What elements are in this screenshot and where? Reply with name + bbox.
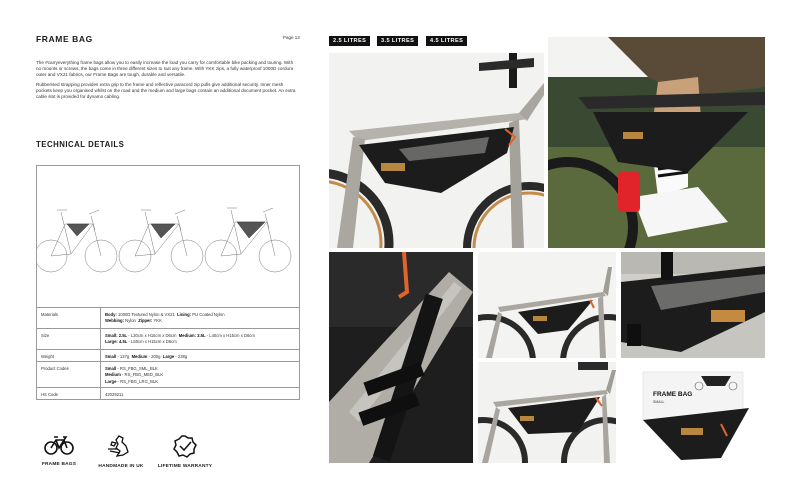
capacity-badge-medium: 3.5 LITRES: [377, 36, 418, 46]
bike-outline-small: [37, 210, 117, 272]
spec-key: Large: 4.5L: [105, 339, 128, 345]
intro-paragraph-2: Rubberised strapping provides extra grip to the frame and reflective paracord zip pulls give additional security. Inner mesh pockets keep you organised whilst on the road and the medium and large bags contain an additional document pocket. An extra cable slot is provided for dynamo cabling.: [36, 82, 296, 100]
spec-key: Small: [105, 366, 117, 371]
spec-key: Large: [105, 378, 117, 384]
spec-key: Medium: [131, 354, 148, 359]
table-row: [37, 308, 299, 328]
spec-value: - L30cm x H15cm x D6cm: [128, 333, 177, 338]
technical-details-heading: TECHNICAL DETAILS: [36, 140, 125, 149]
spec-value: - 200g: [148, 354, 161, 359]
page-number: Page 13: [283, 35, 300, 40]
spec-value: - RS_FBG_SML_BLK: [117, 366, 158, 371]
feature-label: LIFETIME WARRANTY: [157, 464, 213, 469]
row-value: [101, 329, 299, 349]
spec-value: 1000D Textured Nylon & VX21: [118, 312, 175, 317]
spec-value: - L50cm x H15cm x D6cm: [128, 339, 177, 345]
size-diagram: [36, 165, 300, 307]
spec-key: Body:: [105, 312, 117, 317]
spec-value: - 238g: [175, 354, 188, 359]
capacity-badge-large: 4.5 LITRES: [426, 36, 467, 46]
spec-key: Large: [162, 354, 175, 359]
spec-key: Webbing:: [105, 318, 124, 324]
spec-value: YKK: [153, 318, 162, 324]
spec-value: - RS_FBG_MED_BLK: [122, 372, 164, 378]
bicycle-icon: [44, 434, 74, 456]
spec-table: [36, 307, 300, 400]
row-label: Materials: [37, 308, 101, 328]
feature-handmade: [86, 434, 156, 469]
row-label: Size: [37, 329, 101, 349]
spec-key: Small: [105, 354, 117, 359]
photo-bike-side-medium: [478, 362, 616, 463]
row-label: HS Code: [37, 388, 101, 399]
photo-strap-closeup: [329, 252, 473, 463]
table-row: [37, 387, 299, 399]
photo-packaging: [621, 362, 765, 463]
spec-value: Nylon: [125, 318, 136, 324]
row-value: [101, 362, 299, 387]
check-badge-icon: [172, 434, 198, 458]
packaging-title: FRAME BAG: [653, 391, 693, 398]
photo-bike-frame-bag: [329, 53, 544, 248]
spec-key: Medium: [105, 372, 121, 378]
bike-outline-large: [205, 208, 291, 272]
spec-value: PU Coated Nylon: [192, 312, 225, 317]
row-value: [101, 350, 299, 361]
bike-size-diagram-image: [37, 166, 301, 308]
spec-value: - 137g: [117, 354, 130, 359]
packaging-size: SMALL: [653, 400, 665, 404]
spec-key: Small: 2.5L: [105, 333, 128, 338]
row-label: Product Codes: [37, 362, 101, 387]
spec-value: - L40cm x H15cm x D6cm: [206, 333, 255, 338]
feature-label: FRAME BAGS: [41, 462, 77, 467]
page-title: FRAME BAG: [36, 34, 93, 44]
bike-outline-medium: [119, 210, 203, 272]
row-value: 42029211: [105, 392, 124, 397]
feature-warranty: [150, 434, 220, 469]
spec-key: Zipper:: [138, 318, 153, 324]
table-row: [37, 349, 299, 361]
photo-bag-on-bike-top: [478, 252, 616, 358]
table-row: [37, 361, 299, 387]
spec-key: Lining:: [177, 312, 192, 317]
intro-text: [36, 60, 298, 105]
spec-value: - RS_FBG_LRG_BLK: [117, 378, 159, 384]
row-label: Weight: [37, 350, 101, 361]
intro-paragraph-1: The #carryeverything frame bags allow you to easily increase the load you carry for comfortable bike packing and touring. With no mounts or screws, the bags come in three different sizes to suit any frame. With YKK zips, a fully waterproof 1000D cordura outer and VX21 fabrics, our Frame Bags are tough, durable and versatile.: [36, 60, 294, 78]
uk-map-icon: [106, 434, 136, 458]
capacity-badge-small: 2.5 LITRES: [329, 36, 370, 46]
row-value: [101, 308, 299, 328]
photo-rider-with-bag: [548, 37, 765, 248]
photo-bag-closeup: [621, 252, 765, 358]
table-row: [37, 328, 299, 349]
feature-label: HANDMADE IN UK: [98, 464, 144, 469]
spec-key: Medium: 3.5L: [178, 333, 206, 338]
feature-frame-bags: [24, 434, 94, 467]
